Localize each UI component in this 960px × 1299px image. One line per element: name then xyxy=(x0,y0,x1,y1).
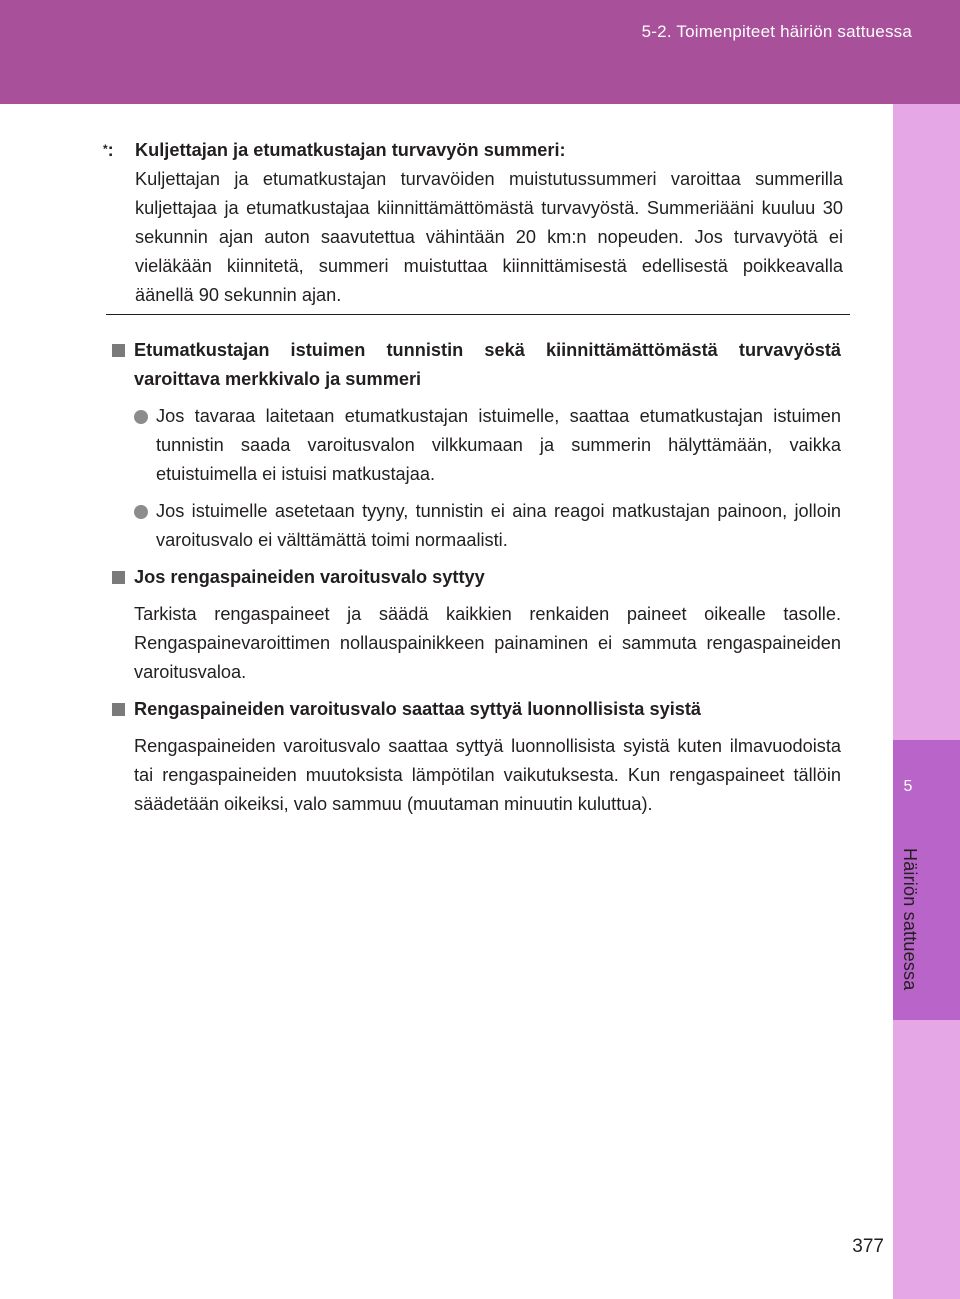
section-paragraph: Rengaspaineiden varoitusvalo saattaa syttyä luonnollisista syistä kuten ilmavuodoista tai rengaspaineiden muutoksista lämpötilan vaikutuksesta. Kun rengaspaineet tällöin säädetään oikeiksi, valo sammuu (muutaman minuutin kuluttua). xyxy=(134,736,841,814)
footnote-block xyxy=(103,136,843,310)
section-paragraph: Tarkista rengaspaineet ja säädä kaikkien renkaiden paineet oikealle tasolle. Rengaspainevaroittimen nollauspainikkeen painaminen ei sammuta rengaspaineiden varoitusvaloa. xyxy=(134,604,841,682)
footnote-body: Kuljettajan ja etumatkustajan turvavöiden muistutussummeri varoittaa summerilla kuljettajaa ja etumatkustajaa kiinnittämättömästä turvavyöstä. Summeriääni kuuluu 30 sekunnin ajan auton saavutettua vähintään 20 km:n nopeuden. Jos turvavyötä ei vieläkään kiinnitetä, summeri muistuttaa kiinnittämisestä edellisestä poikkeavalla äänellä 90 sekunnin ajan. xyxy=(135,169,843,305)
section-tire-pressure-natural-causes xyxy=(112,695,841,819)
section-heading: Etumatkustajan istuimen tunnistin sekä kiinnittämättömästä turvavyöstä varoittava merkkivalo ja summeri xyxy=(112,336,841,394)
page-header-band xyxy=(0,0,960,104)
running-header-title: 5-2. Toimenpiteet häiriön sattuessa xyxy=(641,22,912,41)
footnote-marker: *: xyxy=(103,140,114,160)
list-item: Jos istuimelle asetetaan tyyny, tunnistin ei aina reagoi matkustajan painoon, jolloin varoitusvalo ei välttämättä toimi normaalisti. xyxy=(134,497,841,555)
square-bullet-icon xyxy=(112,571,125,584)
square-bullet-icon xyxy=(112,344,125,357)
page-number: 377 xyxy=(852,1236,884,1257)
side-thumb-tab xyxy=(893,104,960,1299)
section-seat-sensor xyxy=(112,336,841,555)
list-item: Jos tavaraa laitetaan etumatkustajan istuimelle, saattaa etumatkustajan istuimen tunnistin saada varoitusvalon vilkkumaan ja summerin hälyttämään, vaikka etuistuimella ei istuisi matkustajaa. xyxy=(134,402,841,489)
section-divider xyxy=(106,314,850,315)
main-content xyxy=(112,336,841,819)
square-bullet-icon xyxy=(112,703,125,716)
chapter-number: 5 xyxy=(903,778,913,795)
circle-bullet-icon xyxy=(134,505,148,519)
circle-bullet-icon xyxy=(134,410,148,424)
chapter-title: Häiriön sattuessa xyxy=(900,848,920,991)
section-heading: Rengaspaineiden varoitusvalo saattaa syttyä luonnollisista syistä xyxy=(112,695,841,724)
footnote-title: Kuljettajan ja etumatkustajan turvavyön summeri: xyxy=(135,140,566,160)
section-tire-pressure-light xyxy=(112,563,841,687)
section-heading: Jos rengaspaineiden varoitusvalo syttyy xyxy=(112,563,841,592)
